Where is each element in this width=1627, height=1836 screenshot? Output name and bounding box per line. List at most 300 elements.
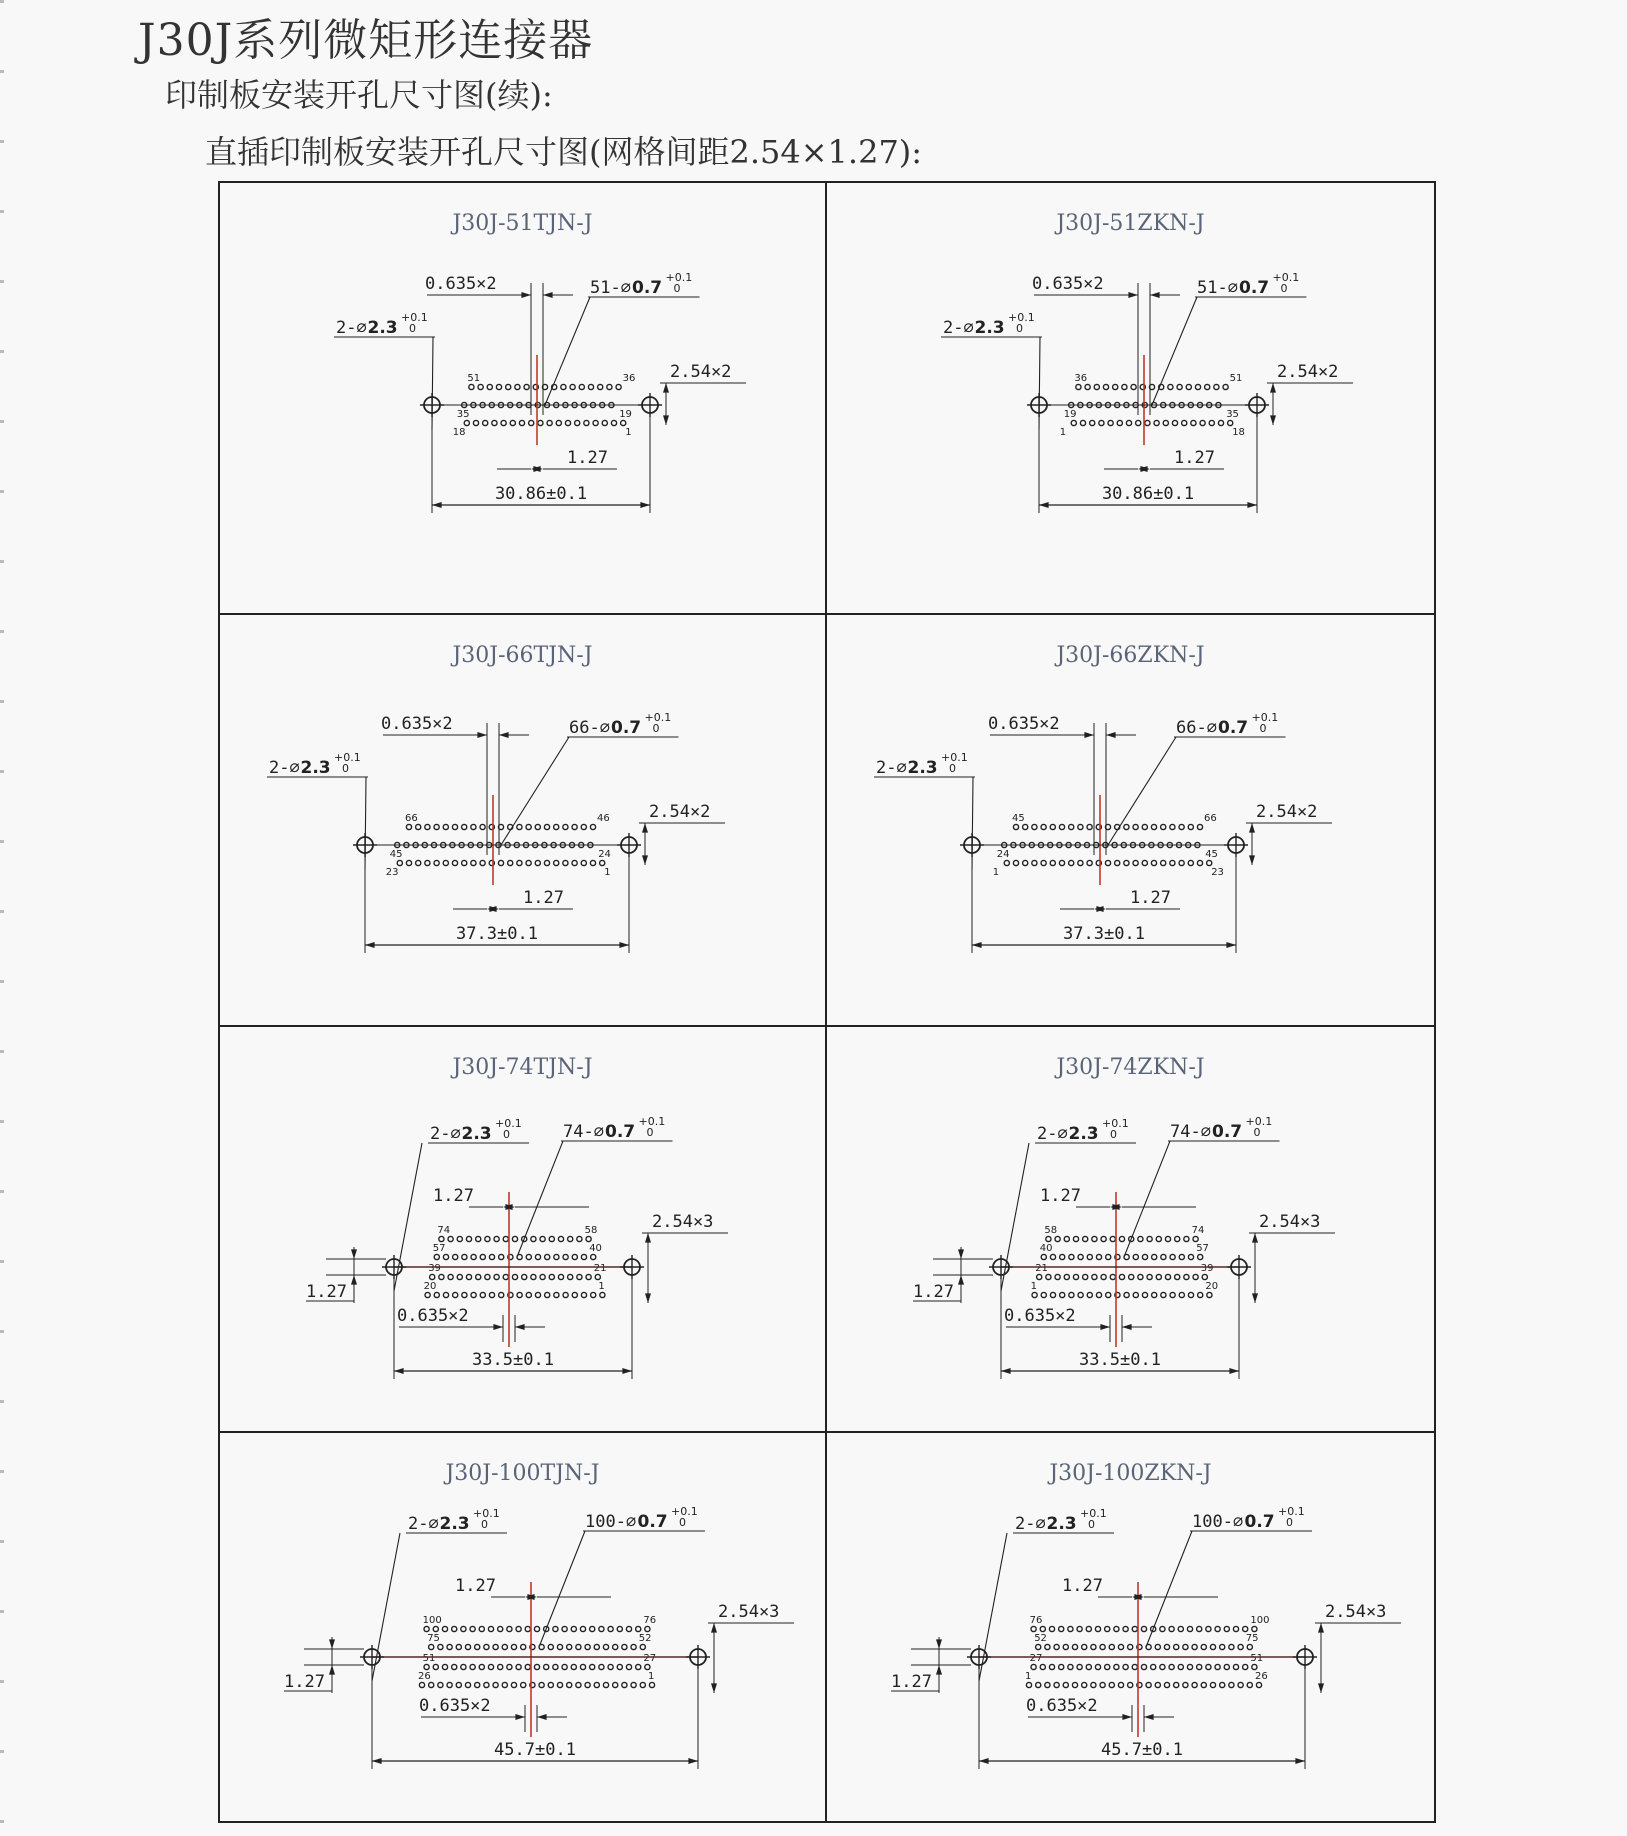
pin-hole <box>1197 1664 1202 1669</box>
pin-hole <box>1133 824 1138 829</box>
pin-number-label: 75 <box>1245 1633 1259 1644</box>
pin-hole <box>621 420 626 425</box>
pin-hole <box>535 860 540 865</box>
pin-hole <box>1132 1664 1137 1669</box>
pin-hole <box>1082 1644 1087 1649</box>
pin-hole <box>480 860 485 865</box>
pin-hole <box>1247 1644 1252 1649</box>
pin-hole <box>439 1274 444 1279</box>
pin-hole <box>1184 1274 1189 1279</box>
pin-hole <box>1243 1664 1248 1669</box>
pin-hole <box>1032 824 1037 829</box>
pin-hole <box>599 1626 604 1631</box>
mount-hole-callout <box>269 751 361 778</box>
pin-hole <box>1229 1682 1234 1687</box>
pin-hole <box>1161 1254 1166 1259</box>
pin-hole <box>1164 1682 1169 1687</box>
pin-hole <box>585 1682 590 1687</box>
leader-line <box>365 777 366 869</box>
mount-hole-callout-value: 2.3 <box>907 758 938 778</box>
pin-hole <box>1156 1236 1161 1241</box>
pin-hole <box>1076 384 1081 389</box>
pin-hole <box>1083 1274 1088 1279</box>
arrowhead <box>543 292 553 298</box>
footprint-drawing <box>827 1433 1434 1821</box>
mount-hole-callout-tol-lower: 0 <box>409 322 416 335</box>
pin-hole <box>603 1644 608 1649</box>
pin-hole <box>469 384 474 389</box>
pin-hole <box>508 860 513 865</box>
pin-hole <box>1152 1254 1157 1259</box>
pin-hole <box>1069 824 1074 829</box>
pin-hole <box>1188 860 1193 865</box>
pin-hole <box>1073 1236 1078 1241</box>
pin-hole <box>1092 1274 1097 1279</box>
width-dimension: 37.3±0.1 <box>456 924 538 944</box>
pin-hole <box>1109 1682 1114 1687</box>
pin-hole <box>1110 1236 1115 1241</box>
pin-hole <box>1138 1274 1143 1279</box>
pitch-dimension: 1.27 <box>523 888 564 908</box>
pin-hole <box>480 1292 485 1297</box>
pin-hole <box>456 1682 461 1687</box>
pin-hole <box>1101 1236 1106 1241</box>
pin-hole <box>492 420 497 425</box>
arrowhead <box>663 383 669 393</box>
pin-hole <box>576 1682 581 1687</box>
row-offset-dimension: 1.27 <box>891 1672 932 1692</box>
pin-hole <box>456 1644 461 1649</box>
mount-hole-callout-tol-lower: 0 <box>1110 1128 1117 1141</box>
pin-number-label: 23 <box>1211 867 1224 878</box>
pin-hole <box>1165 1274 1170 1279</box>
pin-number-label: 75 <box>427 1633 440 1644</box>
pin-hole <box>554 824 559 829</box>
pin-hole <box>1169 1626 1174 1631</box>
pin-number-label: 1 <box>1025 1671 1032 1682</box>
pin-hole <box>1096 1292 1101 1297</box>
pin-hole <box>1195 384 1200 389</box>
pin-hole <box>1170 1254 1175 1259</box>
mount-hole-callout-tol-upper: +0.1 <box>1102 1117 1129 1130</box>
pin-hole <box>1168 384 1173 389</box>
pin-hole <box>447 1644 452 1649</box>
page-title: J30J系列微矩形连接器 <box>138 15 594 66</box>
arrowhead <box>958 1275 964 1285</box>
pin-hole <box>626 1626 631 1631</box>
pin-hole <box>1106 1292 1111 1297</box>
pin-hole <box>547 420 552 425</box>
pin-number-label: 1 <box>1030 1281 1037 1292</box>
pin-hole <box>1124 824 1129 829</box>
pin-hole <box>1229 1644 1234 1649</box>
pin-hole <box>485 1236 490 1241</box>
pin-number-label: 19 <box>1063 409 1077 420</box>
leader-line <box>432 337 433 429</box>
pin-hole <box>562 1626 567 1631</box>
arrowhead <box>1229 1368 1239 1374</box>
pin-hole <box>438 1644 443 1649</box>
width-dimension: 37.3±0.1 <box>1063 924 1145 944</box>
pin-hole <box>554 860 559 865</box>
pin-hole <box>1091 1682 1096 1687</box>
pin-hole <box>572 860 577 865</box>
arrowhead <box>515 1324 525 1330</box>
pin-hole <box>1178 1664 1183 1669</box>
arrowhead <box>329 1665 335 1675</box>
pin-number-label: 45 <box>1012 813 1025 824</box>
pin-hole <box>1164 1644 1169 1649</box>
pin-hole <box>563 824 568 829</box>
pin-hole <box>1105 860 1110 865</box>
arrowhead <box>1106 732 1116 738</box>
pin-hole <box>558 1274 563 1279</box>
pin-hole <box>1118 1682 1123 1687</box>
mount-hole-callout-tol-lower: 0 <box>503 1128 510 1141</box>
mount-hole-callout-prefix: 2-⌀ <box>336 318 367 338</box>
pin-hole <box>1142 860 1147 865</box>
pin-hole <box>1059 1626 1064 1631</box>
pin-hole <box>502 1644 507 1649</box>
pitch-dimension: 1.27 <box>433 1186 474 1206</box>
pin-hole <box>553 1664 558 1669</box>
pin-hole <box>466 1274 471 1279</box>
pin-hole <box>1151 1664 1156 1669</box>
pin-hole <box>1032 860 1037 865</box>
pin-hole <box>475 1644 480 1649</box>
mount-hole-callout <box>1015 1507 1107 1534</box>
pin-hole <box>631 1682 636 1687</box>
pin-number-label: 18 <box>1232 427 1245 438</box>
pin-hole-callout-tol-upper: +0.1 <box>1245 1115 1273 1128</box>
pin-hole <box>1154 420 1159 425</box>
mount-hole-callout-prefix: 2-⌀ <box>408 1514 439 1534</box>
arrowhead <box>1247 502 1257 508</box>
pin-hole <box>442 1664 447 1669</box>
mount-hole-callout-tol-upper: +0.1 <box>334 751 361 764</box>
pin-hole <box>1151 824 1156 829</box>
pin-hole <box>473 420 478 425</box>
pin-hole <box>1036 1644 1041 1649</box>
pin-number-label: 52 <box>638 1633 652 1644</box>
arrowhead <box>351 1249 357 1259</box>
pin-hole <box>1069 1254 1074 1259</box>
pin-hole <box>1072 1682 1077 1687</box>
pin-hole-callout-tol-lower: 0 <box>679 1516 686 1529</box>
pin-hole <box>476 1274 481 1279</box>
mount-hole-callout-value: 2.3 <box>439 1514 470 1534</box>
pin-hole <box>1054 1682 1059 1687</box>
pin-hole <box>586 1274 591 1279</box>
pin-hole <box>397 860 402 865</box>
arrowhead <box>936 1639 942 1649</box>
pin-hole <box>565 420 570 425</box>
pin-hole <box>1123 1626 1128 1631</box>
pin-number-label: 1 <box>598 1281 605 1292</box>
drawing-title: J30J-74ZKN-J <box>1056 1055 1205 1080</box>
pin-number-label: 74 <box>437 1225 451 1236</box>
pin-hole <box>498 860 503 865</box>
pin-hole <box>594 1682 599 1687</box>
pin-hole <box>557 1682 562 1687</box>
arrowhead <box>642 823 648 833</box>
pin-hole <box>506 384 511 389</box>
pin-hole <box>434 1292 439 1297</box>
pin-hole <box>1078 1292 1083 1297</box>
pin-number-label: 39 <box>1200 1263 1214 1274</box>
drawing-title: J30J-51ZKN-J <box>1056 211 1205 236</box>
pin-hole <box>485 1274 490 1279</box>
mount-hole-callout-tol-lower: 0 <box>1016 322 1023 335</box>
pin-hole <box>1192 1644 1197 1649</box>
pin-hole <box>535 824 540 829</box>
arrowhead <box>1122 1324 1132 1330</box>
row-offset-dimension: 1.27 <box>913 1282 954 1302</box>
pin-hole <box>442 1626 447 1631</box>
offset-dimension: 0.635×2 <box>1032 274 1104 294</box>
pin-hole <box>1032 1292 1037 1297</box>
pin-hole <box>511 1682 516 1687</box>
row-pitch-dimension: 2.54×3 <box>1325 1602 1387 1622</box>
pin-hole <box>1023 860 1028 865</box>
pin-hole <box>1100 1682 1105 1687</box>
pin-hole <box>622 1682 627 1687</box>
pin-hole <box>443 1254 448 1259</box>
pin-hole <box>617 1626 622 1631</box>
pin-hole <box>470 1626 475 1631</box>
pin-number-label: 35 <box>456 409 470 420</box>
arrowhead <box>958 1249 964 1259</box>
pin-number-label: 39 <box>428 1263 441 1274</box>
pin-hole-callout-tol-upper: +0.1 <box>671 1505 698 1518</box>
pin-number-label: 66 <box>1204 813 1217 824</box>
mount-hole-callout-prefix: 2-⌀ <box>269 758 300 778</box>
row-pitch-dimension: 2.54×2 <box>1277 362 1339 382</box>
leader-line <box>972 777 973 869</box>
pin-hole <box>406 824 411 829</box>
pin-hole <box>1077 1664 1082 1669</box>
pin-hole <box>1252 1664 1257 1669</box>
pin-hole <box>1209 420 1214 425</box>
pin-hole <box>1188 1292 1193 1297</box>
leader-line <box>1039 337 1040 429</box>
pin-hole-callout-value: 0.7 <box>611 718 642 738</box>
pin-hole <box>645 1626 650 1631</box>
pin-hole <box>438 1682 443 1687</box>
width-dimension: 30.86±0.1 <box>494 484 588 504</box>
pin-hole <box>478 384 483 389</box>
pin-hole-callout-tol-upper: +0.1 <box>1251 711 1279 724</box>
pin-hole <box>1163 420 1168 425</box>
pin-hole <box>526 1292 531 1297</box>
pitch-dimension: 1.27 <box>1062 1576 1103 1596</box>
pin-hole <box>1210 1682 1215 1687</box>
pin-hole <box>488 1664 493 1669</box>
pin-hole-callout-tol-upper: +0.1 <box>1278 1505 1305 1518</box>
arrowhead <box>1144 1714 1154 1720</box>
pin-hole <box>1050 824 1055 829</box>
pin-hole <box>1133 860 1138 865</box>
pin-number-label: 27 <box>643 1653 657 1664</box>
pin-hole <box>1182 420 1187 425</box>
pin-hole <box>1050 860 1055 865</box>
pin-hole <box>434 1254 439 1259</box>
pin-hole <box>576 1644 581 1649</box>
mount-hole-callout-tol-upper: +0.1 <box>1080 1507 1107 1520</box>
pin-number-label: 20 <box>1205 1281 1219 1292</box>
pin-hole <box>544 1664 549 1669</box>
pin-hole <box>636 1626 641 1631</box>
arrowhead <box>711 1683 717 1693</box>
pin-number-label: 1 <box>648 1671 655 1682</box>
drawing-cell <box>827 1027 1434 1433</box>
pin-hole-callout <box>1176 711 1278 738</box>
pin-number-label: 100 <box>422 1615 442 1626</box>
pin-number-label: 26 <box>418 1671 431 1682</box>
pin-number-label: 57 <box>432 1243 446 1254</box>
pin-number-label: 51 <box>1229 373 1243 384</box>
pin-hole-callout-tol-lower: 0 <box>673 282 681 295</box>
pin-hole <box>603 1682 608 1687</box>
pin-hole <box>1179 860 1184 865</box>
arrowhead <box>1252 1233 1258 1243</box>
arrowhead <box>642 855 648 865</box>
leader-line <box>394 1143 422 1291</box>
pin-hole <box>1136 420 1141 425</box>
pin-hole <box>591 1254 596 1259</box>
pin-number-label: 76 <box>643 1615 657 1626</box>
pin-hole <box>590 824 595 829</box>
pin-number-label: 24 <box>996 849 1010 860</box>
pin-hole <box>461 1626 466 1631</box>
pin-hole <box>590 1626 595 1631</box>
pin-hole <box>516 1626 521 1631</box>
arrowhead <box>622 1368 632 1374</box>
pin-hole <box>1207 860 1212 865</box>
width-dimension: 33.5±0.1 <box>472 1350 554 1370</box>
pin-hole <box>1031 1664 1036 1669</box>
pin-hole <box>510 420 515 425</box>
pin-number-label: 40 <box>589 1243 602 1254</box>
pin-hole-callout-tol-lower: 0 <box>646 1126 654 1139</box>
pin-hole <box>581 824 586 829</box>
pin-hole <box>1072 1644 1077 1649</box>
pin-hole <box>594 1644 599 1649</box>
pin-hole-callout-tol-upper: +0.1 <box>665 271 693 284</box>
pin-hole <box>462 860 467 865</box>
pin-hole <box>540 1236 545 1241</box>
pin-hole <box>1096 1254 1101 1259</box>
mount-hole-callout-value: 2.3 <box>1046 1514 1077 1534</box>
mount-hole-callout-value: 2.3 <box>1068 1124 1099 1144</box>
mount-hole-callout-tol-lower: 0 <box>1088 1518 1095 1531</box>
pin-number-label: 58 <box>1044 1225 1058 1236</box>
pin-hole <box>1214 384 1219 389</box>
pin-hole <box>613 1644 618 1649</box>
pin-hole <box>538 420 543 425</box>
arrowhead <box>645 1233 651 1243</box>
pin-number-label: 52 <box>1034 1633 1047 1644</box>
pin-hole <box>1114 1664 1119 1669</box>
pin-hole <box>1155 1644 1160 1649</box>
mount-hole-callout-tol-upper: +0.1 <box>473 1507 500 1520</box>
pin-number-label: 51 <box>467 373 481 384</box>
pin-number-label: 18 <box>452 427 466 438</box>
pin-hole <box>517 1292 522 1297</box>
offset-dimension: 0.635×2 <box>1004 1306 1076 1326</box>
pin-hole-callout-prefix: 100-⌀ <box>1192 1512 1244 1532</box>
mount-hole-callout <box>430 1117 522 1144</box>
pin-hole <box>598 384 603 389</box>
mount-hole-callout <box>943 311 1035 338</box>
pin-hole <box>1087 1254 1092 1259</box>
pin-hole <box>1138 1236 1143 1241</box>
pin-hole <box>577 1236 582 1241</box>
pin-hole <box>1063 1644 1068 1649</box>
pin-hole <box>607 384 612 389</box>
pin-hole <box>1151 860 1156 865</box>
pin-hole <box>602 420 607 425</box>
mount-hole-callout-tol-lower: 0 <box>342 762 349 775</box>
pin-number-label: 1 <box>1059 427 1067 438</box>
pin-hole <box>1103 384 1108 389</box>
pin-hole <box>1059 824 1064 829</box>
pin-hole <box>1170 860 1175 865</box>
pin-hole <box>479 1664 484 1669</box>
pin-hole <box>1141 1664 1146 1669</box>
pin-hole <box>1105 1626 1110 1631</box>
pin-hole <box>489 1292 494 1297</box>
pin-hole <box>1183 1644 1188 1649</box>
pin-hole <box>1041 824 1046 829</box>
pin-hole <box>581 1292 586 1297</box>
pin-hole <box>575 420 580 425</box>
pin-hole <box>525 1664 530 1669</box>
pin-hole <box>568 1236 573 1241</box>
pin-hole <box>462 1254 467 1259</box>
pin-hole <box>1087 824 1092 829</box>
pin-hole <box>1142 1254 1147 1259</box>
pin-hole <box>488 1626 493 1631</box>
pin-hole <box>1233 1626 1238 1631</box>
pin-hole <box>1083 1236 1088 1241</box>
row-pitch-dimension: 2.54×2 <box>1256 802 1318 822</box>
pin-hole <box>595 1274 600 1279</box>
pin-hole <box>1131 384 1136 389</box>
pin-hole-callout <box>1192 1505 1305 1532</box>
pin-hole <box>1054 1644 1059 1649</box>
pin-hole <box>1117 420 1122 425</box>
pin-hole <box>521 1644 526 1649</box>
pin-hole <box>1178 1626 1183 1631</box>
pin-hole <box>1055 1274 1060 1279</box>
drawing-cell <box>827 183 1434 615</box>
pin-hole <box>484 1644 489 1649</box>
pin-number-label: 45 <box>1205 849 1218 860</box>
pin-hole-callout-prefix: 51-⌀ <box>590 278 631 298</box>
mount-hole-callout-value: 2.3 <box>461 1124 492 1144</box>
pin-hole <box>1113 384 1118 389</box>
pin-hole <box>1050 1254 1055 1259</box>
pin-hole <box>1177 384 1182 389</box>
pin-hole-callout-tol-lower: 0 <box>1253 1126 1261 1139</box>
pin-hole <box>549 1274 554 1279</box>
pin-hole <box>631 1644 636 1649</box>
pin-hole <box>1023 824 1028 829</box>
pin-hole <box>519 420 524 425</box>
pin-hole <box>1069 1292 1074 1297</box>
pin-hole <box>493 1644 498 1649</box>
